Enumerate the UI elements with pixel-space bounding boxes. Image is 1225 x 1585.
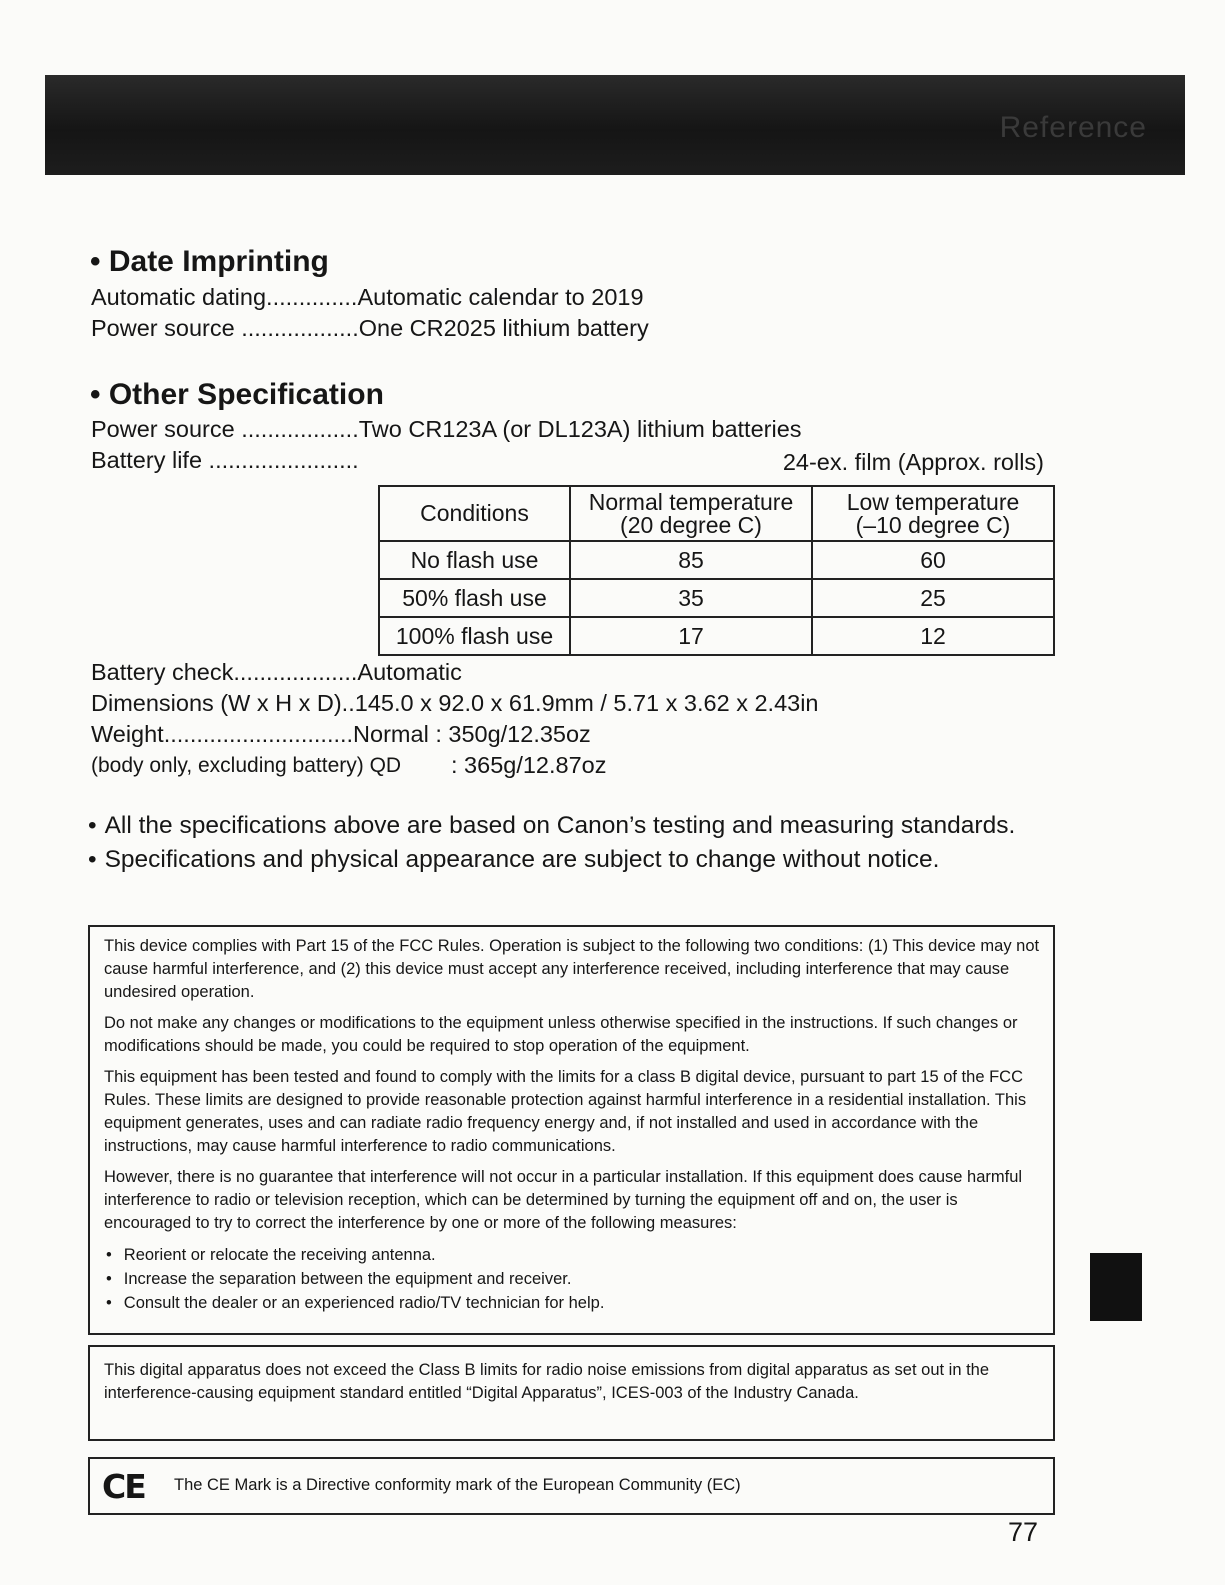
weight-row: Weight.............................Normal : 350g/12.35oz bbox=[91, 721, 591, 747]
measure-item: • Consult the dealer or an experienced radio/TV technician for help. bbox=[104, 1291, 1041, 1315]
other-specification-heading: • Other Specification bbox=[90, 378, 384, 411]
table-row bbox=[379, 579, 1054, 617]
power-source-row: Power source ..................Two CR123A (or DL123A) lithium batteries bbox=[91, 416, 802, 442]
canada-notice-box bbox=[88, 1345, 1055, 1441]
ce-notice-box bbox=[88, 1457, 1055, 1515]
page-number: 77 bbox=[1008, 1517, 1039, 1547]
low-temp-cell: 60 bbox=[812, 541, 1054, 579]
battery-life-unit: 24-ex. film (Approx. rolls) bbox=[782, 449, 1044, 475]
dimensions-row: Dimensions (W x H x D)..145.0 x 92.0 x 61.9mm / 5.71 x 3.62 x 2.43in bbox=[91, 690, 819, 716]
normal-temp-cell: 35 bbox=[570, 579, 812, 617]
automatic-dating-row: Automatic dating..............Automatic calendar to 2019 bbox=[91, 284, 644, 310]
fcc-notice-box bbox=[88, 925, 1055, 1335]
weight-qd-value: : 365g/12.87oz bbox=[451, 752, 607, 778]
table-row bbox=[379, 617, 1054, 655]
weight-qd-label: (body only, excluding battery) QD bbox=[91, 754, 402, 777]
fcc-paragraph: However, there is no guarantee that interference will not occur in a particular installation. If this equipment does cause harmful interference to radio or television reception, which can be determined by turning the equipment off and on, the user is encouraged to try to correct the interference by one or more of the following measures: bbox=[104, 1168, 1023, 1232]
table-row bbox=[379, 541, 1054, 579]
table-header-row bbox=[379, 486, 1054, 541]
fcc-paragraph: This equipment has been tested and found to comply with the limits for a class B digital device, pursuant to part 15 of the FCC Rules. These limits are designed to provide reasonable protection against harmful interference in a residential installation. This equipment generates, uses and can radiate radio frequency energy and, if not installed and used in accordance with the instructions, may cause harmful interference to radio communications. bbox=[104, 1068, 1027, 1155]
battery-check-row: Battery check...................Automatic bbox=[91, 659, 462, 685]
header-normal-temperature: Normal temperature (20 degree C) bbox=[570, 486, 812, 541]
date-power-source-row: Power source ..................One CR2025 lithium battery bbox=[91, 315, 649, 341]
measure-item: • Reorient or relocate the receiving antenna. bbox=[104, 1243, 1041, 1267]
measure-item: • Increase the separation between the equipment and receiver. bbox=[104, 1267, 1041, 1291]
ce-notice-text: The CE Mark is a Directive conformity mark of the European Community (EC) bbox=[174, 1476, 741, 1494]
low-temp-cell: 25 bbox=[812, 579, 1054, 617]
section-tab-marker bbox=[1090, 1253, 1142, 1321]
note-item: • All the specifications above are based on Canon’s testing and measuring standards. bbox=[88, 812, 1088, 840]
fcc-paragraph: This device complies with Part 15 of the FCC Rules. Operation is subject to the following two conditions: (1) This device may not cause harmful interference, and (2) this device must accept any interference received, including interference that may cause undesired operation. bbox=[104, 937, 1040, 1001]
canada-notice-text: This digital apparatus does not exceed the Class B limits for radio noise emissions from digital apparatus as set out in the interference-causing equipment standard entitled “Digital Apparatus”, ICES-003 of the Industry Canada. bbox=[104, 1361, 990, 1402]
condition-cell: 50% flash use bbox=[379, 579, 570, 617]
low-temp-cell: 12 bbox=[812, 617, 1054, 655]
note-item: • Specifications and physical appearance are subject to change without notice. bbox=[88, 846, 1088, 874]
fcc-paragraph: Do not make any changes or modifications to the equipment unless otherwise specified in the instructions. If such changes or modifications should be made, you could be required to stop operation of the equipment. bbox=[104, 1014, 1018, 1055]
date-imprinting-heading: • Date Imprinting bbox=[90, 245, 329, 278]
condition-cell: No flash use bbox=[379, 541, 570, 579]
header-conditions: Conditions bbox=[379, 486, 570, 541]
condition-cell: 100% flash use bbox=[379, 617, 570, 655]
header-bar bbox=[45, 75, 1185, 175]
battery-life-label: Battery life ....................... bbox=[91, 447, 359, 473]
normal-temp-cell: 17 bbox=[570, 617, 812, 655]
section-label: Reference bbox=[999, 111, 1147, 144]
battery-life-table bbox=[378, 485, 1055, 656]
normal-temp-cell: 85 bbox=[570, 541, 812, 579]
header-low-temperature: Low temperature (–10 degree C) bbox=[812, 486, 1054, 541]
ce-mark-icon: CE bbox=[102, 1467, 145, 1506]
fcc-measures-list bbox=[104, 1243, 1041, 1315]
specification-notes bbox=[88, 812, 1088, 880]
